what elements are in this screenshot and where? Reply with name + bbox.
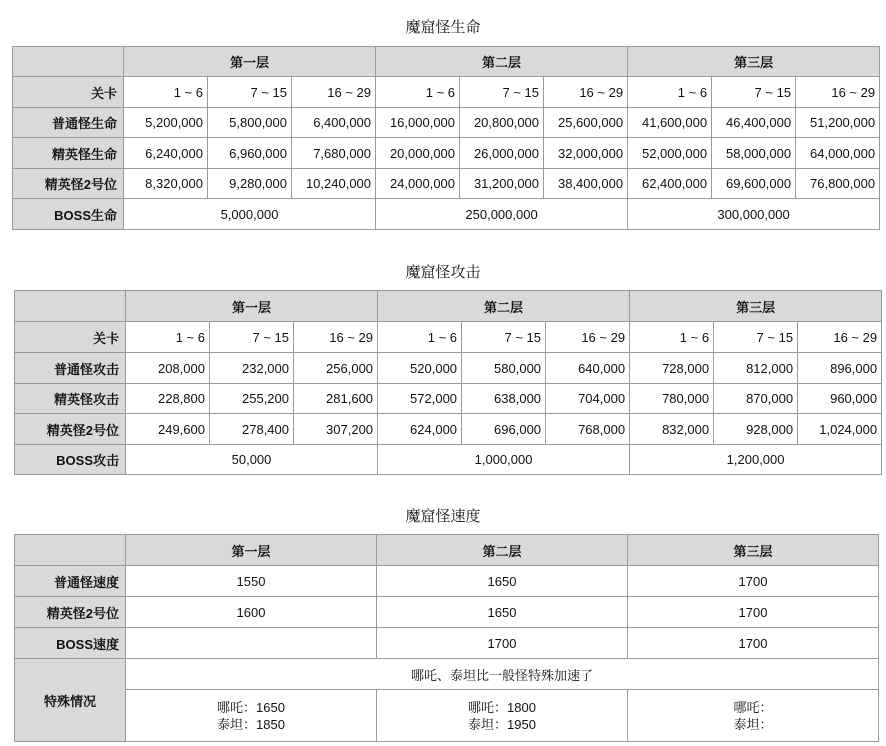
value-cell: 307,200	[294, 414, 378, 445]
stage-cell: 7 ~ 15	[714, 322, 798, 353]
value-cell: 5,200,000	[124, 108, 208, 138]
stage-cell: 7 ~ 15	[462, 322, 546, 353]
value-cell: 9,280,000	[208, 169, 292, 199]
value-cell: 6,400,000	[292, 108, 376, 138]
value-cell: 1550	[126, 566, 377, 597]
value-cell: 928,000	[714, 414, 798, 445]
special-detail-cell	[126, 690, 377, 742]
spd-table-title: 魔窟怪速度	[405, 508, 481, 525]
stage-cell: 7 ~ 15	[208, 77, 292, 108]
stage-cell: 7 ~ 15	[210, 322, 294, 353]
value-cell: 24,000,000	[376, 169, 460, 199]
value-cell: 1650	[377, 597, 628, 628]
value-cell: 5,800,000	[208, 108, 292, 138]
layer-header: 第一层	[126, 291, 378, 322]
value-cell: 20,800,000	[460, 108, 544, 138]
row-label: 精英怪攻击	[15, 384, 126, 414]
value-cell: 520,000	[378, 353, 462, 384]
special-detail-line: 泰坦：	[733, 716, 773, 732]
value-cell: 580,000	[462, 353, 546, 384]
boss-value-cell: 1,200,000	[630, 445, 882, 475]
layer-header: 第三层	[628, 47, 880, 77]
value-cell: 1700	[628, 628, 879, 659]
row-label: BOSS攻击	[15, 445, 126, 475]
stage-cell: 16 ~ 29	[796, 77, 880, 108]
boss-value-cell: 5,000,000	[124, 199, 376, 230]
boss-value-cell: 1,000,000	[378, 445, 630, 475]
layer-header: 第一层	[126, 535, 377, 566]
stage-cell: 16 ~ 29	[798, 322, 882, 353]
row-label: BOSS生命	[13, 199, 124, 230]
layer-header: 第三层	[630, 291, 882, 322]
value-cell: 896,000	[798, 353, 882, 384]
atk-table-title: 魔窟怪攻击	[405, 264, 481, 281]
stage-cell: 1 ~ 6	[124, 77, 208, 108]
value-cell: 1700	[628, 566, 879, 597]
stage-cell: 1 ~ 6	[628, 77, 712, 108]
stage-cell: 7 ~ 15	[460, 77, 544, 108]
value-cell: 870,000	[714, 384, 798, 414]
special-detail-line: 哪吒：1800	[468, 699, 536, 715]
layer-header: 第一层	[124, 47, 376, 77]
value-cell: 704,000	[546, 384, 630, 414]
value-cell: 1600	[126, 597, 377, 628]
value-cell: 278,400	[210, 414, 294, 445]
row-label: 普通怪攻击	[15, 353, 126, 384]
hp-table	[12, 46, 880, 230]
row-label: 普通怪生命	[13, 108, 124, 138]
row-label: 关卡	[15, 322, 126, 353]
boss-value-cell: 50,000	[126, 445, 378, 475]
special-detail-cell	[377, 690, 628, 742]
row-label: 精英怪生命	[13, 138, 124, 169]
spd-table	[14, 534, 879, 742]
value-cell: 1700	[377, 628, 628, 659]
boss-value-cell: 300,000,000	[628, 199, 880, 230]
value-cell: 228,800	[126, 384, 210, 414]
stage-cell: 1 ~ 6	[376, 77, 460, 108]
value-cell: 64,000,000	[796, 138, 880, 169]
value-cell: 780,000	[630, 384, 714, 414]
value-cell: 51,200,000	[796, 108, 880, 138]
value-cell: 832,000	[630, 414, 714, 445]
corner-cell	[15, 535, 126, 566]
corner-cell	[13, 47, 124, 77]
value-cell: 624,000	[378, 414, 462, 445]
value-cell: 232,000	[210, 353, 294, 384]
special-detail-line: 哪吒：	[733, 699, 773, 715]
special-note: 哪吒、泰坦比一般怪特殊加速了	[126, 659, 879, 690]
value-cell: 58,000,000	[712, 138, 796, 169]
value-cell: 6,960,000	[208, 138, 292, 169]
layer-header: 第二层	[378, 291, 630, 322]
layer-header: 第二层	[376, 47, 628, 77]
value-cell: 281,600	[294, 384, 378, 414]
value-cell: 960,000	[798, 384, 882, 414]
value-cell: 1650	[377, 566, 628, 597]
row-label: 特殊情况	[15, 659, 126, 742]
value-cell: 1,024,000	[798, 414, 882, 445]
boss-value-cell: 250,000,000	[376, 199, 628, 230]
value-cell: 16,000,000	[376, 108, 460, 138]
value-cell: 572,000	[378, 384, 462, 414]
stage-cell: 1 ~ 6	[630, 322, 714, 353]
value-cell: 46,400,000	[712, 108, 796, 138]
special-detail-line: 哪吒：1650	[217, 699, 285, 715]
value-cell: 1700	[628, 597, 879, 628]
value-cell: 696,000	[462, 414, 546, 445]
row-label: 精英怪2号位	[15, 597, 126, 628]
layer-header: 第二层	[377, 535, 628, 566]
stage-cell: 16 ~ 29	[544, 77, 628, 108]
value-cell: 6,240,000	[124, 138, 208, 169]
value-cell: 31,200,000	[460, 169, 544, 199]
value-cell: 256,000	[294, 353, 378, 384]
stage-cell: 7 ~ 15	[712, 77, 796, 108]
value-cell: 728,000	[630, 353, 714, 384]
row-label: 普通怪速度	[15, 566, 126, 597]
value-cell: 26,000,000	[460, 138, 544, 169]
layer-header: 第三层	[628, 535, 879, 566]
value-cell: 812,000	[714, 353, 798, 384]
value-cell: 638,000	[462, 384, 546, 414]
value-cell: 7,680,000	[292, 138, 376, 169]
value-cell: 52,000,000	[628, 138, 712, 169]
row-label: 精英怪2号位	[13, 169, 124, 199]
row-label: 精英怪2号位	[15, 414, 126, 445]
stage-cell: 1 ~ 6	[378, 322, 462, 353]
row-label: BOSS速度	[15, 628, 126, 659]
value-cell: 62,400,000	[628, 169, 712, 199]
value-cell: 69,600,000	[712, 169, 796, 199]
special-detail-cell	[628, 690, 879, 742]
stage-cell: 1 ~ 6	[126, 322, 210, 353]
corner-cell	[15, 291, 126, 322]
value-cell: 8,320,000	[124, 169, 208, 199]
value-cell: 38,400,000	[544, 169, 628, 199]
stage-cell: 16 ~ 29	[294, 322, 378, 353]
value-cell	[126, 628, 377, 659]
value-cell: 20,000,000	[376, 138, 460, 169]
stage-cell: 16 ~ 29	[546, 322, 630, 353]
value-cell: 32,000,000	[544, 138, 628, 169]
value-cell: 249,600	[126, 414, 210, 445]
value-cell: 640,000	[546, 353, 630, 384]
stage-cell: 16 ~ 29	[292, 77, 376, 108]
value-cell: 76,800,000	[796, 169, 880, 199]
value-cell: 41,600,000	[628, 108, 712, 138]
value-cell: 25,600,000	[544, 108, 628, 138]
atk-table	[14, 290, 882, 475]
special-detail-line: 泰坦：1950	[468, 716, 536, 732]
special-detail-line: 泰坦：1850	[217, 716, 285, 732]
value-cell: 768,000	[546, 414, 630, 445]
value-cell: 208,000	[126, 353, 210, 384]
value-cell: 255,200	[210, 384, 294, 414]
value-cell: 10,240,000	[292, 169, 376, 199]
row-label: 关卡	[13, 77, 124, 108]
hp-table-title: 魔窟怪生命	[405, 19, 481, 36]
